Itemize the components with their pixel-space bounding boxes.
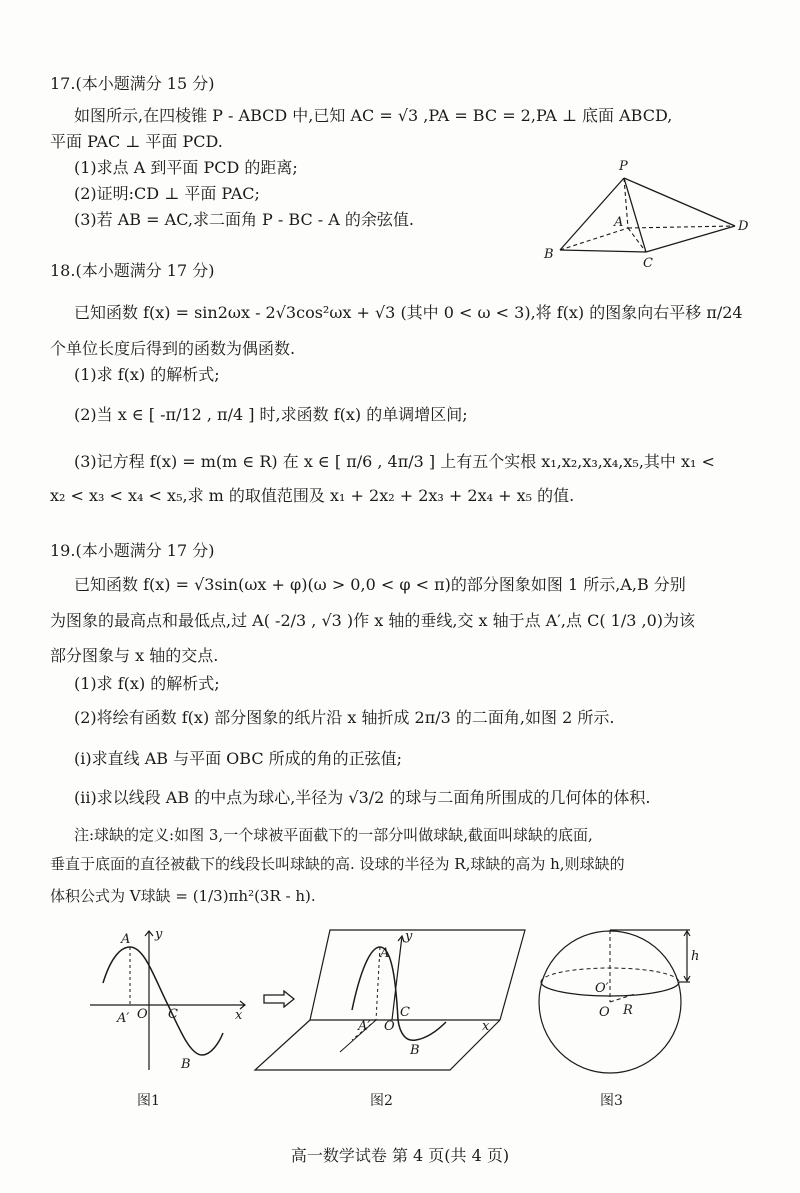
q18-sub1: (1)求 f(x) 的解析式; — [74, 365, 220, 384]
fig2-caption: 图2 — [370, 1093, 393, 1109]
q18-sub3-line1: (3)记方程 f(x) = m(m ∈ R) 在 x ∈ [ π/6 , 4π/3 ] 上有五个实根 x₁,x₂,x₃,x₄,x₅,其中 x₁ < — [74, 452, 715, 471]
q17-label-P: P — [619, 159, 628, 174]
q19-stem-line3: 部分图象与 x 轴的交点. — [50, 646, 219, 665]
fig2-label-A: A — [380, 946, 390, 961]
q17-sub2: (2)证明:CD ⊥ 平面 PAC; — [74, 184, 260, 203]
fig3-caption: 图3 — [600, 1093, 623, 1109]
fig2-label-Ap: A′ — [358, 1019, 371, 1034]
q18-stem-line2: 个单位长度后得到的函数为偶函数. — [50, 339, 296, 358]
q19-figure3-sphere — [535, 922, 710, 1082]
q18-sub3-line2: x₂ < x₃ < x₄ < x₅,求 m 的取值范围及 x₁ + 2x₂ + 2x₃ + 2x₄ + x₅ 的值. — [50, 486, 575, 505]
fig3-label-O: O — [599, 1005, 610, 1020]
fig1-label-O: O — [137, 1007, 148, 1022]
q19-note-line3: 体积公式为 V球缺 = (1/3)πh²(3R - h). — [50, 887, 316, 905]
fig1-label-Ap: A′ — [117, 1011, 130, 1026]
fig3-label-Op: O′ — [595, 981, 609, 996]
fig1-label-A: A — [121, 932, 131, 947]
q17-label-B: B — [544, 247, 554, 262]
q19-sub1: (1)求 f(x) 的解析式; — [74, 674, 220, 693]
q17-label-A: A — [614, 215, 624, 230]
fig2-label-O: O — [384, 1019, 395, 1034]
fig3-label-R: R — [623, 1003, 633, 1018]
q17-sub1: (1)求点 A 到平面 PCD 的距离; — [74, 158, 298, 177]
q19-sub2-i: (i)求直线 AB 与平面 OBC 所成的角的正弦值; — [74, 749, 403, 768]
q19-stem-line2: 为图象的最高点和最低点,过 A( -2/3 , √3 )作 x 轴的垂线,交 x 轴于点 A′,点 C( 1/3 ,0)为该 — [50, 611, 696, 630]
fig2-label-y: y — [405, 929, 413, 944]
q19-figure2-folded — [250, 922, 540, 1082]
fig1-label-C: C — [168, 1007, 178, 1022]
q17-stem-line2: 平面 PAC ⊥ 平面 PCD. — [50, 132, 223, 151]
fig1-label-y: y — [155, 927, 163, 942]
q19-note-line2: 垂直于底面的直径被截下的线段长叫球缺的高. 设球的半径为 R,球缺的高为 h,则球缺的 — [50, 855, 625, 873]
q17-pyramid-figure — [530, 150, 760, 270]
q19-header: 19.(本小题满分 17 分) — [50, 541, 215, 560]
q17-header: 17.(本小题满分 15 分) — [50, 74, 215, 93]
q18-sub2: (2)当 x ∈ [ -π/12 , π/4 ] 时,求函数 f(x) 的单调增区间; — [74, 405, 468, 424]
q19-figure1-graph — [85, 925, 250, 1075]
fig1-caption: 图1 — [137, 1093, 160, 1109]
fig2-label-B: B — [410, 1043, 420, 1058]
page-footer: 高一数学试卷 第 4 页(共 4 页) — [290, 1146, 510, 1165]
q17-stem-line1: 如图所示,在四棱锥 P - ABCD 中,已知 AC = √3 ,PA = BC = 2,PA ⊥ 底面 ABCD, — [74, 106, 673, 125]
q17-label-D: D — [738, 219, 749, 234]
q17-label-C: C — [643, 256, 653, 270]
q17-sub3: (3)若 AB = AC,求二面角 P - BC - A 的余弦值. — [74, 210, 414, 229]
q19-sub2: (2)将绘有函数 f(x) 部分图象的纸片沿 x 轴折成 2π/3 的二面角,如图 2 所示. — [74, 708, 615, 727]
fig1-label-x: x — [235, 1008, 243, 1023]
q18-header: 18.(本小题满分 17 分) — [50, 261, 215, 280]
fig1-label-B: B — [181, 1057, 191, 1072]
q19-note-line1: 注:球缺的定义:如图 3,一个球被平面截下的一部分叫做球缺,截面叫球缺的底面, — [74, 826, 593, 844]
q19-stem-line1: 已知函数 f(x) = √3sin(ωx + φ)(ω > 0,0 < φ < π)的部分图象如图 1 所示,A,B 分别 — [74, 575, 686, 594]
q18-stem-line1: 已知函数 f(x) = sin2ωx - 2√3cos²ωx + √3 (其中 0 < ω < 3),将 f(x) 的图象向右平移 π/24 — [74, 303, 743, 322]
fig3-label-h: h — [691, 949, 700, 964]
fig2-label-x: x — [482, 1019, 490, 1034]
fig2-label-C: C — [400, 1005, 410, 1020]
q19-sub2-ii: (ii)求以线段 AB 的中点为球心,半径为 √3/2 的球与二面角所围成的几何体的体积. — [74, 788, 651, 807]
